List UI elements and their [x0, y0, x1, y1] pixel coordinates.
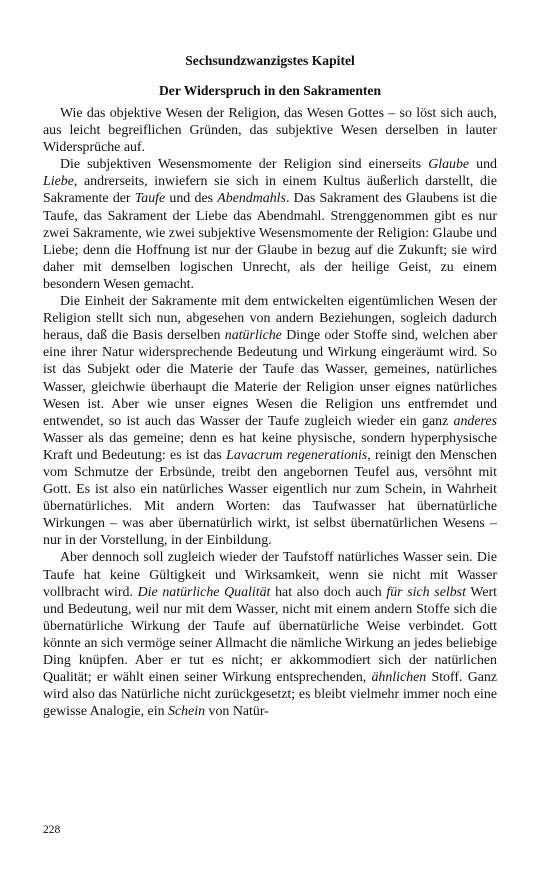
text-run: Wasser als das gemeine; denn es hat keine physische, sondern hyperphysische Kraft und Bedeutung: es ist das — [43, 430, 497, 463]
text-run: Die subjektiven Wesensmomente der Religion sind einerseits — [60, 157, 429, 173]
paragraph-2 — [43, 156, 497, 293]
italic-text: Schein — [168, 704, 206, 720]
body-text — [43, 105, 497, 720]
text-run: . Das Sakrament des Glaubens ist die Taufe, das Sakrament der Liebe das Abendmahl. Strenggenommen gibt es nur zwei Sakramente, wie zwei subjektive Wesensmomente der Religion: Glaube und Liebe; denn die Hoffnung ist nur der Glaube in bezug auf die Zukunft; sie wird daher mit demselben logischen Unrecht, als der heilige Geist, zu einem besondern Wesen gemacht. — [43, 191, 497, 292]
text-run: Aber dennoch soll zugleich wieder der Taufstoff natürliches Wasser sein. Die Taufe hat keine Gültigkeit und Wirksamkeit, wenn sie nicht mit Wasser vollbracht wird. — [43, 550, 497, 600]
text-run: Wie das objektive Wesen der Religion, das Wesen Gottes – so löst sich auch, aus leicht begreiflichen Gründen, das subjektive Wesen derselben in lauter Widersprüche auf. — [43, 106, 497, 156]
italic-text: anderes — [453, 413, 497, 429]
italic-text: für sich selbst — [386, 584, 466, 600]
italic-text: Lavacrum regenerationis — [226, 447, 368, 463]
text-run: hat also doch auch — [270, 584, 387, 600]
italic-text: Taufe — [134, 191, 166, 207]
text-run: Wert und Bedeutung, weil nur mit dem Wasser, nicht mit einem andern Stoffe sich die übernatürliche Wirkung der Taufe auf übernatürliche Weise verbindet. Gott könnte an sich vermöge seiner Allmacht die nämliche Wirkung an jedes beliebige Ding knüpfen. Aber er tut es nicht; er akkommodiert sich der natürlichen Qualität; er wählt einen seiner Wirkung entsprechenden, — [43, 584, 498, 686]
paragraph-1 — [43, 105, 497, 156]
text-run: Die Einheit der Sakramente mit dem entwickelten eigentümlichen Wesen der Religion stellt sich nun, abgesehen von andern Beziehungen, sogleich dadurch heraus, daß die Basis derselben — [43, 294, 497, 344]
text-run: und — [469, 157, 497, 173]
italic-text: ähnlichen — [371, 670, 427, 686]
text-run: und des — [165, 191, 218, 207]
text-run: , reinigt den Menschen vom Schmutze der Erbsünde, treibt den angebornen Teufel aus, versöhnt mit Gott. Es ist also ein natürliches Wasser eigentlich nur zum Schein, in Wahrheit übernatürliches. Mit andern Worten: das Taufwasser hat übernatürliche Wirkungen – was aber übernatürlich wirkt, ist selbst übernatürlichen Wesens – nur in der Vorstellung, in der Einbildung. — [43, 447, 498, 549]
text-run: von Natür- — [205, 704, 269, 720]
italic-text: natürliche — [224, 328, 282, 344]
chapter-title: Sechsundzwanzigstes Kapitel — [185, 53, 355, 68]
text-run: Dinge oder Stoffe sind, welchen aber eine ihrer Natur widersprechende Bedeutung und Wirkung eingeräumt wird. So ist das Subjekt oder die Materie der Taufe das Wasser, gemeines, natürliches Wasser, gleichwie überhaupt die Materie der Religion unser eignes natürliches Wesen ist. Aber wie unser eignes Wesen die Religion uns entfremdet und entwendet, so ist auch das Wasser der Taufe zugleich wieder ein ganz — [43, 328, 497, 429]
italic-text: Die natürliche Qualität — [137, 584, 271, 600]
paragraph-3 — [43, 293, 497, 549]
section-title: Der Widerspruch in den Sakramenten — [158, 83, 382, 98]
italic-text: Liebe — [43, 174, 74, 190]
book-page — [43, 52, 497, 720]
text-run: Stoff. Ganz wird also das Natürliche nicht zurückgesetzt; es bleibt vielmehr immer noch eine gewisse Analogie, ein — [43, 670, 497, 720]
text-run: , andrerseits, inwiefern sie sich in einem Kultus äußerlich darstellt, die Sakramente der — [43, 174, 497, 207]
page-number: 228 — [43, 824, 61, 836]
paragraph-4 — [43, 549, 497, 720]
italic-text: Abendmahls — [217, 191, 286, 207]
italic-text: Glaube — [428, 157, 470, 173]
